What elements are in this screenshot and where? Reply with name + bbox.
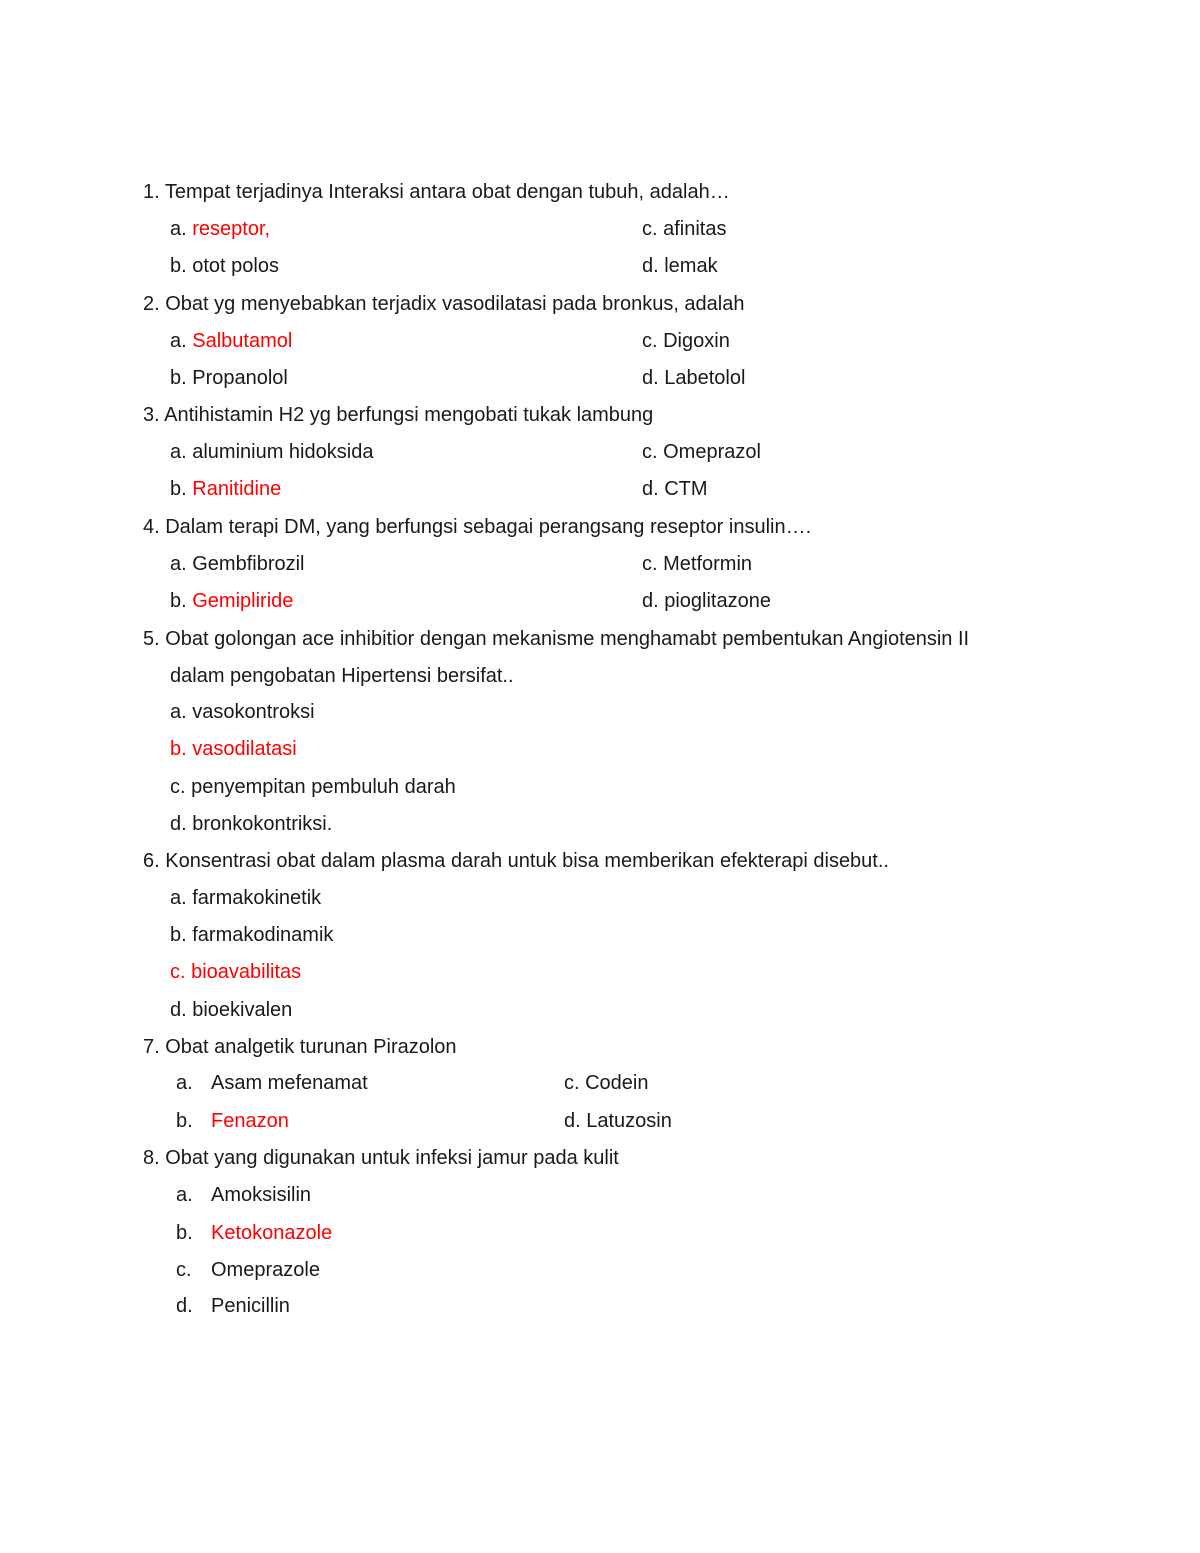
question-3-option-a: a. aluminium hidoksida bbox=[170, 441, 374, 463]
question-5-option-a: a. vasokontroksi bbox=[170, 701, 315, 723]
option-letter: a. bbox=[170, 330, 193, 352]
question-8-option-a-letter: a. bbox=[176, 1184, 193, 1206]
question-8-option-b-letter: b. bbox=[176, 1222, 193, 1244]
question-3-stem: 3. Antihistamin H2 yg berfungsi mengobati tukak lambung bbox=[143, 404, 654, 426]
question-5-option-d: d. bronkokontriksi. bbox=[170, 813, 333, 835]
question-6-option-d: d. bioekivalen bbox=[170, 999, 293, 1021]
question-7-option-a: Asam mefenamat bbox=[211, 1072, 368, 1094]
question-5-stem: 5. Obat golongan ace inhibitior dengan mekanisme menghamabt pembentukan Angiotensin II bbox=[143, 628, 970, 650]
question-3-option-c: c. Omeprazol bbox=[642, 441, 761, 463]
question-1-option-b: b. otot polos bbox=[170, 255, 279, 277]
question-5-option-c: c. penyempitan pembuluh darah bbox=[170, 776, 456, 798]
question-4-option-c: c. Metformin bbox=[642, 553, 753, 575]
question-6-stem: 6. Konsentrasi obat dalam plasma darah untuk bisa memberikan efekterapi disebut.. bbox=[143, 850, 889, 872]
option-letter: b. bbox=[170, 478, 193, 500]
question-8-option-c-letter: c. bbox=[176, 1259, 192, 1281]
question-3-option-b bbox=[170, 477, 281, 501]
question-4-option-a: a. Gembfibrozil bbox=[170, 553, 305, 575]
question-8-option-a: Amoksisilin bbox=[211, 1184, 312, 1206]
question-6-option-a: a. farmakokinetik bbox=[170, 887, 322, 909]
question-2-option-a bbox=[170, 329, 292, 353]
correct-answer: Salbutamol bbox=[192, 330, 293, 352]
correct-answer: Gemipliride bbox=[192, 590, 294, 612]
question-7-option-b: Fenazon bbox=[211, 1110, 289, 1132]
question-1-stem: 1. Tempat terjadinya Interaksi antara obat dengan tubuh, adalah… bbox=[143, 181, 730, 203]
question-8-option-d-letter: d. bbox=[176, 1295, 193, 1317]
question-4-option-d: d. pioglitazone bbox=[642, 590, 771, 612]
correct-answer: Ranitidine bbox=[192, 478, 282, 500]
correct-answer: reseptor, bbox=[192, 218, 271, 240]
question-7-stem: 7. Obat analgetik turunan Pirazolon bbox=[143, 1036, 457, 1058]
question-4-option-b bbox=[170, 589, 293, 613]
question-7-option-c: c. Codein bbox=[564, 1072, 649, 1094]
question-5-stem-continued: dalam pengobatan Hipertensi bersifat.. bbox=[170, 665, 514, 687]
question-4-stem: 4. Dalam terapi DM, yang berfungsi sebagai perangsang reseptor insulin…. bbox=[143, 516, 812, 538]
question-6-option-c: c. bioavabilitas bbox=[170, 961, 302, 983]
question-8-option-b: Ketokonazole bbox=[211, 1222, 333, 1244]
question-5-option-b: b. vasodilatasi bbox=[170, 738, 297, 760]
question-3-option-d: d. CTM bbox=[642, 478, 708, 500]
question-7-option-b-letter: b. bbox=[176, 1110, 193, 1132]
question-1-option-c: c. afinitas bbox=[642, 218, 727, 240]
question-2-option-d: d. Labetolol bbox=[642, 367, 746, 389]
question-8-option-c: Omeprazole bbox=[211, 1259, 320, 1281]
question-8-option-d: Penicillin bbox=[211, 1295, 290, 1317]
option-letter: b. bbox=[170, 590, 193, 612]
question-2-stem: 2. Obat yg menyebabkan terjadix vasodilatasi pada bronkus, adalah bbox=[143, 293, 745, 315]
question-1-option-a bbox=[170, 217, 270, 241]
question-2-option-b: b. Propanolol bbox=[170, 367, 288, 389]
question-2-option-c: c. Digoxin bbox=[642, 330, 730, 352]
question-7-option-a-letter: a. bbox=[176, 1072, 193, 1094]
question-1-option-d: d. lemak bbox=[642, 255, 718, 277]
question-6-option-b: b. farmakodinamik bbox=[170, 924, 334, 946]
question-7-option-d: d. Latuzosin bbox=[564, 1110, 672, 1132]
question-8-stem: 8. Obat yang digunakan untuk infeksi jamur pada kulit bbox=[143, 1147, 619, 1169]
option-letter: a. bbox=[170, 218, 193, 240]
